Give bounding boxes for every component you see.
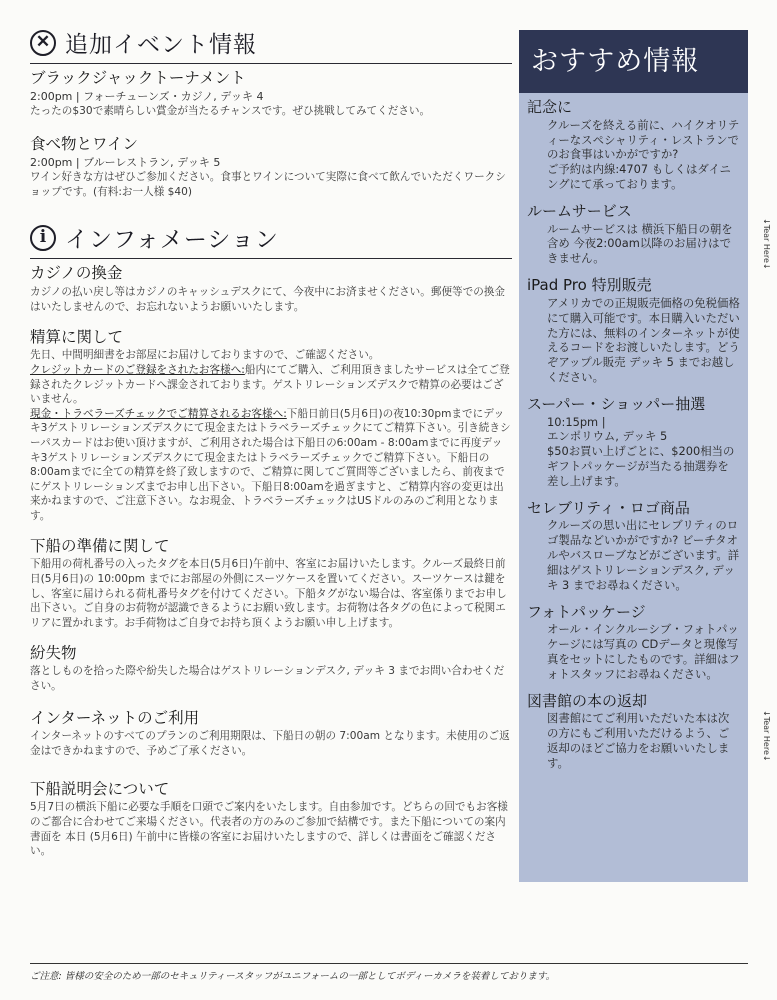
- event-item: [30, 70, 512, 119]
- sidebar-item-title: iPad Pro 特別販売: [527, 276, 652, 295]
- sidebar-heading: おすすめ情報: [519, 30, 748, 93]
- tear-here-marker: ↓Tear Here↓: [762, 218, 771, 270]
- sidebar-item: [527, 276, 740, 385]
- info-title: インターネットのご利用: [30, 708, 200, 727]
- info-body: 落としものを拾った際や紛失した場合はゲストリレーションデスク, デッキ 3 までお問い合わせください。: [30, 665, 505, 692]
- tear-here-marker: ↓Tear Here↓: [762, 710, 771, 762]
- info-title: 下船説明会について: [30, 779, 170, 798]
- sidebar-item-body: 10:15pm | エンポリウム, デッキ 5 $50お買い上げごとに、$200相当のギフトパッケージが当たる抽選券を差し上げます。: [547, 414, 735, 488]
- credit-card-note: [30, 363, 512, 407]
- event-body: たったの$30で素晴らしい賞金が当たるチャンスです。ぜひ挑戦してみてください。: [30, 105, 431, 118]
- sidebar-item-title: セレブリティ・ロゴ商品: [527, 498, 690, 517]
- event-title: ブラックジャックトーナメント: [30, 69, 246, 87]
- sidebar-item: [527, 202, 740, 266]
- info-body: 先日、中間明細書をお部屋にお届けしておりますので、ご確認ください。: [30, 349, 380, 362]
- info-icon: i: [30, 225, 56, 251]
- event-body: ワイン好きな方はぜひご参加ください。食事とワインについて実際に食べて飲んでいただくワークショップです。(有料:お一人様 $40): [30, 171, 506, 198]
- info-section-header: [30, 221, 512, 259]
- info-title: 紛失物: [30, 643, 77, 662]
- sidebar-item-title: ルームサービス: [527, 201, 632, 220]
- info-item: [30, 645, 512, 694]
- close-circle-icon: ✕: [30, 30, 56, 56]
- recommendations-sidebar: [519, 30, 748, 882]
- cash-body: 下船日前日(5月6日)の夜10:30pmまでにデッキ3ゲストリレーションズデスクにて現金またはトラベラーズチェックにてご精算下さい。引き続きシーパスカードはお使い頂けますが、ご利用された場合は下船日の6:00am - 8:00amまでに再度デッキ3ゲストリレーションズデスクにて現金またはトラベラーズチェックでご精算下さい。下船日の8:00amまでに全ての精算を終了致しますので、ご精算に関してご質問等ございましたら、前夜までにゲストリレーションズまでお申し出下さい。下船日8:00amを過ぎますと、ご精算内容の変更は出来かねますので、ご注意下さい。なお現金、トラベラーズチェックはUSドルのみのご利用となります。: [30, 407, 511, 523]
- sidebar-item-body: オール・インクルーシブ・フォトパッケージには写真の CDデータと現像写真をセットにしたものです。詳細はフォトスタッフにお尋ねください。: [547, 622, 740, 681]
- sidebar-item-title: フォトパッケージ: [527, 602, 646, 621]
- footer-divider: [30, 963, 748, 964]
- cash-note: [30, 407, 512, 524]
- sidebar-item-body: クルーズの思い出にセレブリティのロゴ製品などいかがですか? ビーチタオルやバスローブなどがございます。詳細はゲストリレーションデスク, デッキ 3 までお尋ねください。: [547, 518, 740, 592]
- events-section-header: [30, 26, 512, 64]
- sidebar-item-body: ルームサービスは 横浜下船日の朝を含め 今夜2:00am以降のお届けはできません。: [547, 221, 733, 266]
- sidebar-item-title: 図書館の本の返却: [527, 691, 648, 710]
- info-body: インターネットのすべてのプランのご利用期限は、下船日の朝の 7:00am となります。未使用のご返金はできかねますので、予めご了承ください。: [30, 730, 510, 757]
- info-item: [30, 710, 512, 759]
- credit-card-label: クレジットカードのご登録をされたお客様へ:: [30, 363, 245, 376]
- sidebar-item: [527, 98, 740, 192]
- info-title: カジノの換金: [30, 264, 123, 283]
- info-item: [30, 329, 512, 524]
- info-title: 下船の準備に関して: [30, 536, 170, 555]
- info-body: 下船用の荷札番号の入ったタグを本日(5月6日)午前中、客室にお届けいたします。クルーズ最終日前日(5月6日)の 10:00pm までにお部屋の外側にスーツケースを置いてください。スーツケースは鍵をし、客室に届けられる荷札番号タグを付けてください。下船タグがない場合は、客室係りまでお申し出下さい。ご自身のお荷物が認識できるようにお願い致します。お荷物は各タグの色によって税関エリアに置かれます。お手荷物はご自身でお持ち頂くようお願い申し上げます。: [30, 558, 507, 629]
- event-item: [30, 136, 512, 200]
- event-meta: 2:00pm | フォーチューンズ・カジノ, デッキ 4: [30, 89, 264, 103]
- info-item: [30, 538, 512, 631]
- main-column: [30, 26, 512, 876]
- sidebar-item-body: アメリカでの正規販売価格の免税価格にて購入可能です。本日購入いただいた方には、無料のインターネットが使えるコードをお渡しいたします。どうぞアップル販売 デッキ 5 までお越しください。: [547, 295, 740, 385]
- sidebar-item: [527, 603, 740, 682]
- sidebar-item-title: スーパー・ショッパー抽選: [527, 394, 706, 413]
- sidebar-item: [527, 499, 740, 593]
- sidebar-item-title: 記念に: [527, 98, 573, 116]
- sidebar-item-body: クルーズを終える前に、ハイクオリティーなスペシャリティ・レストランでのお食事はいかがですか? ご予約は内線:4707 もしくはダイニングにて承っております。: [547, 117, 740, 192]
- info-item: [30, 781, 512, 859]
- cash-label: 現金・トラベラーズチェックでご精算されるお客様へ:: [30, 407, 287, 420]
- info-heading: インフォメーション: [65, 227, 279, 254]
- sidebar-item-body: 図書館にてご利用いただいた本は次の方にもご利用いただけるよう、ご返却のほどご協力をお願いいたします。: [547, 711, 730, 770]
- sidebar-body: [519, 93, 748, 771]
- info-body: 5月7日の横浜下船に必要な手順を口頭でご案内をいたします。自由参加です。どちらの回でもお客様のご都合に合わせてご来場ください。代表者の方のみのご参加で結構です。また下船についての案内書面を 本日 (5月6日) 午前中に皆様の客室にお届けいたしますので、詳しくは書面をご確認ください。: [30, 801, 508, 858]
- footer-note: ご注意: 皆様の安全のため一部のセキュリティースタッフがユニフォームの一部としてボディーカメラを装着しております。: [30, 971, 556, 982]
- credit-card-body: 船内にてご購入、ご利用頂きましたサービスは全てご登録されたクレジットカードへ課金されております。ゲストリレーションズデスクで精算の必要はございません。: [30, 363, 510, 406]
- events-heading: 追加イベント情報: [65, 32, 257, 58]
- sidebar-item: [527, 395, 740, 489]
- sidebar-item: [527, 692, 740, 771]
- event-meta: 2:00pm | ブルーレストラン, デッキ 5: [30, 155, 221, 169]
- info-title: 精算に関して: [30, 327, 124, 346]
- info-item: [30, 265, 512, 314]
- event-title: 食べ物とワイン: [30, 134, 139, 153]
- info-body: カジノの払い戻し等はカジノのキャッシュデスクにて、今夜中にお済ませください。郵便等での換金はいたしませんので、お忘れないようお願いいたします。: [30, 286, 506, 313]
